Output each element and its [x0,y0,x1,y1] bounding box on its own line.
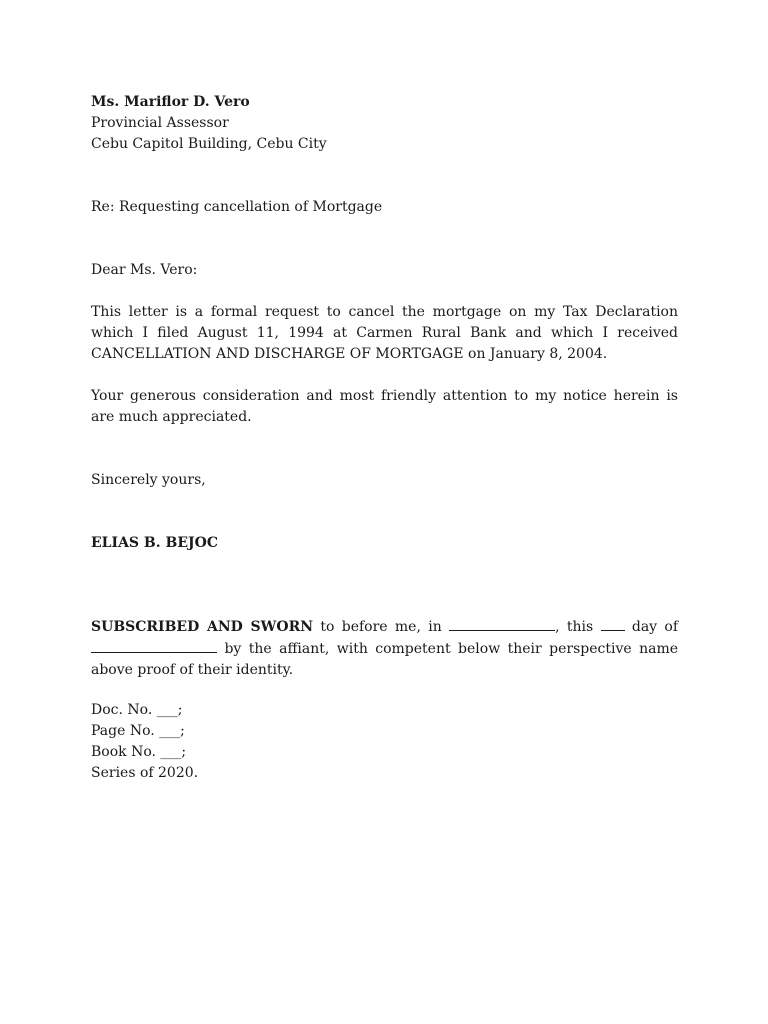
page-number: Page No. ___; [91,723,185,739]
recipient-title: Provincial Assessor [91,115,229,131]
jurat-place-blank [449,616,555,631]
jurat-text-1: to before me, in [320,619,442,635]
book-number: Book No. ___; [91,744,187,760]
recipient-name: Ms. Mariflor D. Vero [91,94,250,110]
subject-line: Re: Requesting cancellation of Mortgage [91,199,383,215]
jurat-lead: SUBSCRIBED AND SWORN [91,619,314,635]
jurat-text-3: day of [631,619,679,635]
paragraph-1-line-3: CANCELLATION AND DISCHARGE OF MORTGAGE on January 8, 2004. [91,346,608,362]
salutation: Dear Ms. Vero: [91,262,198,278]
paragraph-1-line-2: which I filed August 11, 1994 at Carmen Rural Bank and which I received [91,325,678,341]
jurat-day-blank [601,616,625,631]
jurat-line-1 [91,616,678,638]
paragraph-2-line-1: Your generous consideration and most friendly attention to my notice herein is [91,388,678,404]
jurat-text-4: by the affiant, with competent below their perspective name [224,641,678,657]
jurat-month-blank [91,638,217,653]
doc-number: Doc. No. ___; [91,702,183,718]
jurat-paragraph [91,616,678,681]
closing: Sincerely yours, [91,472,206,488]
body-paragraph-2 [91,386,678,428]
jurat-text-5: above proof of their identity. [91,662,294,678]
signatory-name: ELIAS B. BEJOC [91,535,218,551]
body-paragraph-1 [91,302,678,365]
paragraph-1-line-1: This letter is a formal request to cancel the mortgage on my Tax Declaration [91,304,678,320]
jurat-line-2 [91,638,678,660]
paragraph-2-line-2: are much appreciated. [91,409,252,425]
recipient-address: Cebu Capitol Building, Cebu City [91,136,327,152]
jurat-text-2: , this [555,619,594,635]
series-year: Series of 2020. [91,765,199,781]
